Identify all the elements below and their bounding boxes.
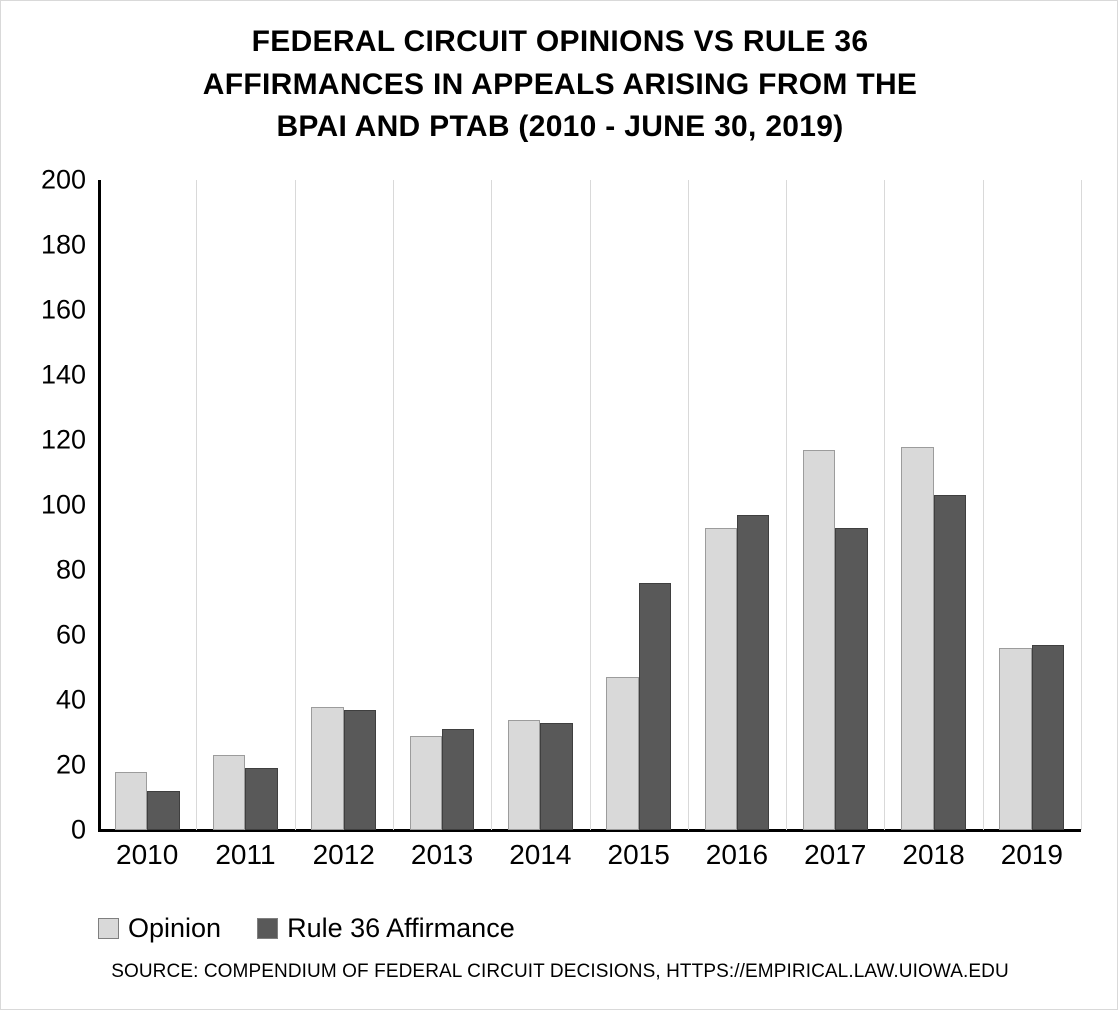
x-tick-label-2017: 2017 bbox=[804, 839, 867, 870]
bar-opinion-2019[interactable] bbox=[999, 648, 1031, 830]
bar-rule-36-affirmance-2014[interactable] bbox=[540, 723, 572, 830]
bar-rule-36-affirmance-2017[interactable] bbox=[835, 528, 867, 830]
chart-title bbox=[61, 21, 1059, 149]
legend-item-opinion[interactable] bbox=[98, 913, 221, 944]
bar-opinion-2013[interactable] bbox=[410, 736, 442, 830]
bar-group bbox=[393, 180, 491, 830]
y-tick-label: 200 bbox=[40, 164, 86, 195]
x-tick-label-2018: 2018 bbox=[902, 839, 965, 870]
bars-layer bbox=[98, 180, 1081, 830]
x-tick-label-2011: 2011 bbox=[215, 839, 276, 870]
chart-title-line-1: FEDERAL CIRCUIT OPINIONS VS RULE 36 bbox=[251, 25, 869, 58]
y-tick-label: 80 bbox=[55, 554, 86, 585]
bar-opinion-2012[interactable] bbox=[311, 707, 343, 831]
y-tick-label: 120 bbox=[40, 424, 86, 455]
x-tick-label-2016: 2016 bbox=[705, 839, 769, 870]
bar-rule-36-affirmance-2012[interactable] bbox=[344, 710, 376, 830]
bar-opinion-2018[interactable] bbox=[901, 447, 933, 831]
y-tick-label: 140 bbox=[40, 359, 86, 390]
y-tick-label: 40 bbox=[55, 684, 86, 715]
bar-group bbox=[786, 180, 884, 830]
bar-opinion-2014[interactable] bbox=[508, 720, 540, 831]
chart-legend bbox=[98, 913, 515, 944]
x-tick-label-2019: 2019 bbox=[1000, 839, 1063, 870]
legend-label-rule-36-affirmance: Rule 36 Affirmance bbox=[287, 913, 515, 943]
legend-swatch-opinion bbox=[98, 918, 119, 939]
y-tick-label: 160 bbox=[40, 294, 86, 325]
bar-group bbox=[688, 180, 786, 830]
chart-title-line-3: BPAI AND PTAB (2010 - JUNE 30, 2019) bbox=[276, 110, 844, 144]
bar-rule-36-affirmance-2018[interactable] bbox=[934, 495, 966, 830]
bar-rule-36-affirmance-2015[interactable] bbox=[639, 583, 671, 830]
y-tick-label: 0 bbox=[70, 814, 86, 845]
chart-title-line-2: AFFIRMANCES IN APPEALS ARISING FROM THE bbox=[202, 67, 918, 101]
bar-group bbox=[98, 180, 196, 830]
x-tick-label-2012: 2012 bbox=[312, 839, 375, 870]
gridline bbox=[1081, 180, 1082, 830]
bar-group bbox=[295, 180, 393, 830]
bar-rule-36-affirmance-2016[interactable] bbox=[737, 515, 769, 830]
bar-rule-36-affirmance-2019[interactable] bbox=[1032, 645, 1064, 830]
legend-swatch-rule-36-affirmance bbox=[257, 918, 278, 939]
y-tick-label: 180 bbox=[40, 229, 86, 260]
legend-label-opinion: Opinion bbox=[128, 913, 222, 943]
bar-rule-36-affirmance-2013[interactable] bbox=[442, 729, 474, 830]
plot-area bbox=[98, 180, 1081, 830]
bar-group bbox=[491, 180, 589, 830]
bar-group bbox=[884, 180, 982, 830]
bar-opinion-2010[interactable] bbox=[115, 772, 147, 831]
legend-item-rule-36-affirmance[interactable] bbox=[257, 913, 515, 944]
y-tick-label: 100 bbox=[40, 489, 86, 520]
x-tick-label-2010: 2010 bbox=[116, 839, 179, 870]
bar-group bbox=[590, 180, 688, 830]
x-axis-tick-labels bbox=[98, 839, 1081, 885]
bar-group bbox=[196, 180, 294, 830]
bar-opinion-2017[interactable] bbox=[803, 450, 835, 830]
bar-opinion-2011[interactable] bbox=[213, 755, 245, 830]
bar-rule-36-affirmance-2010[interactable] bbox=[147, 791, 179, 830]
x-tick-label-2014: 2014 bbox=[509, 839, 572, 870]
bar-opinion-2016[interactable] bbox=[705, 528, 737, 830]
bar-rule-36-affirmance-2011[interactable] bbox=[245, 768, 277, 830]
y-axis-tick-labels bbox=[1, 164, 86, 845]
y-tick-label: 60 bbox=[55, 619, 86, 650]
x-tick-label-2013: 2013 bbox=[410, 839, 474, 870]
y-tick-label: 20 bbox=[55, 749, 86, 780]
x-tick-label-2015: 2015 bbox=[607, 839, 670, 870]
bar-opinion-2015[interactable] bbox=[606, 677, 638, 830]
bar-group bbox=[983, 180, 1081, 830]
source-note: SOURCE: COMPENDIUM OF FEDERAL CIRCUIT DECISIONS, HTTPS://EMPIRICAL.LAW.UIOWA.EDU bbox=[111, 961, 1009, 982]
